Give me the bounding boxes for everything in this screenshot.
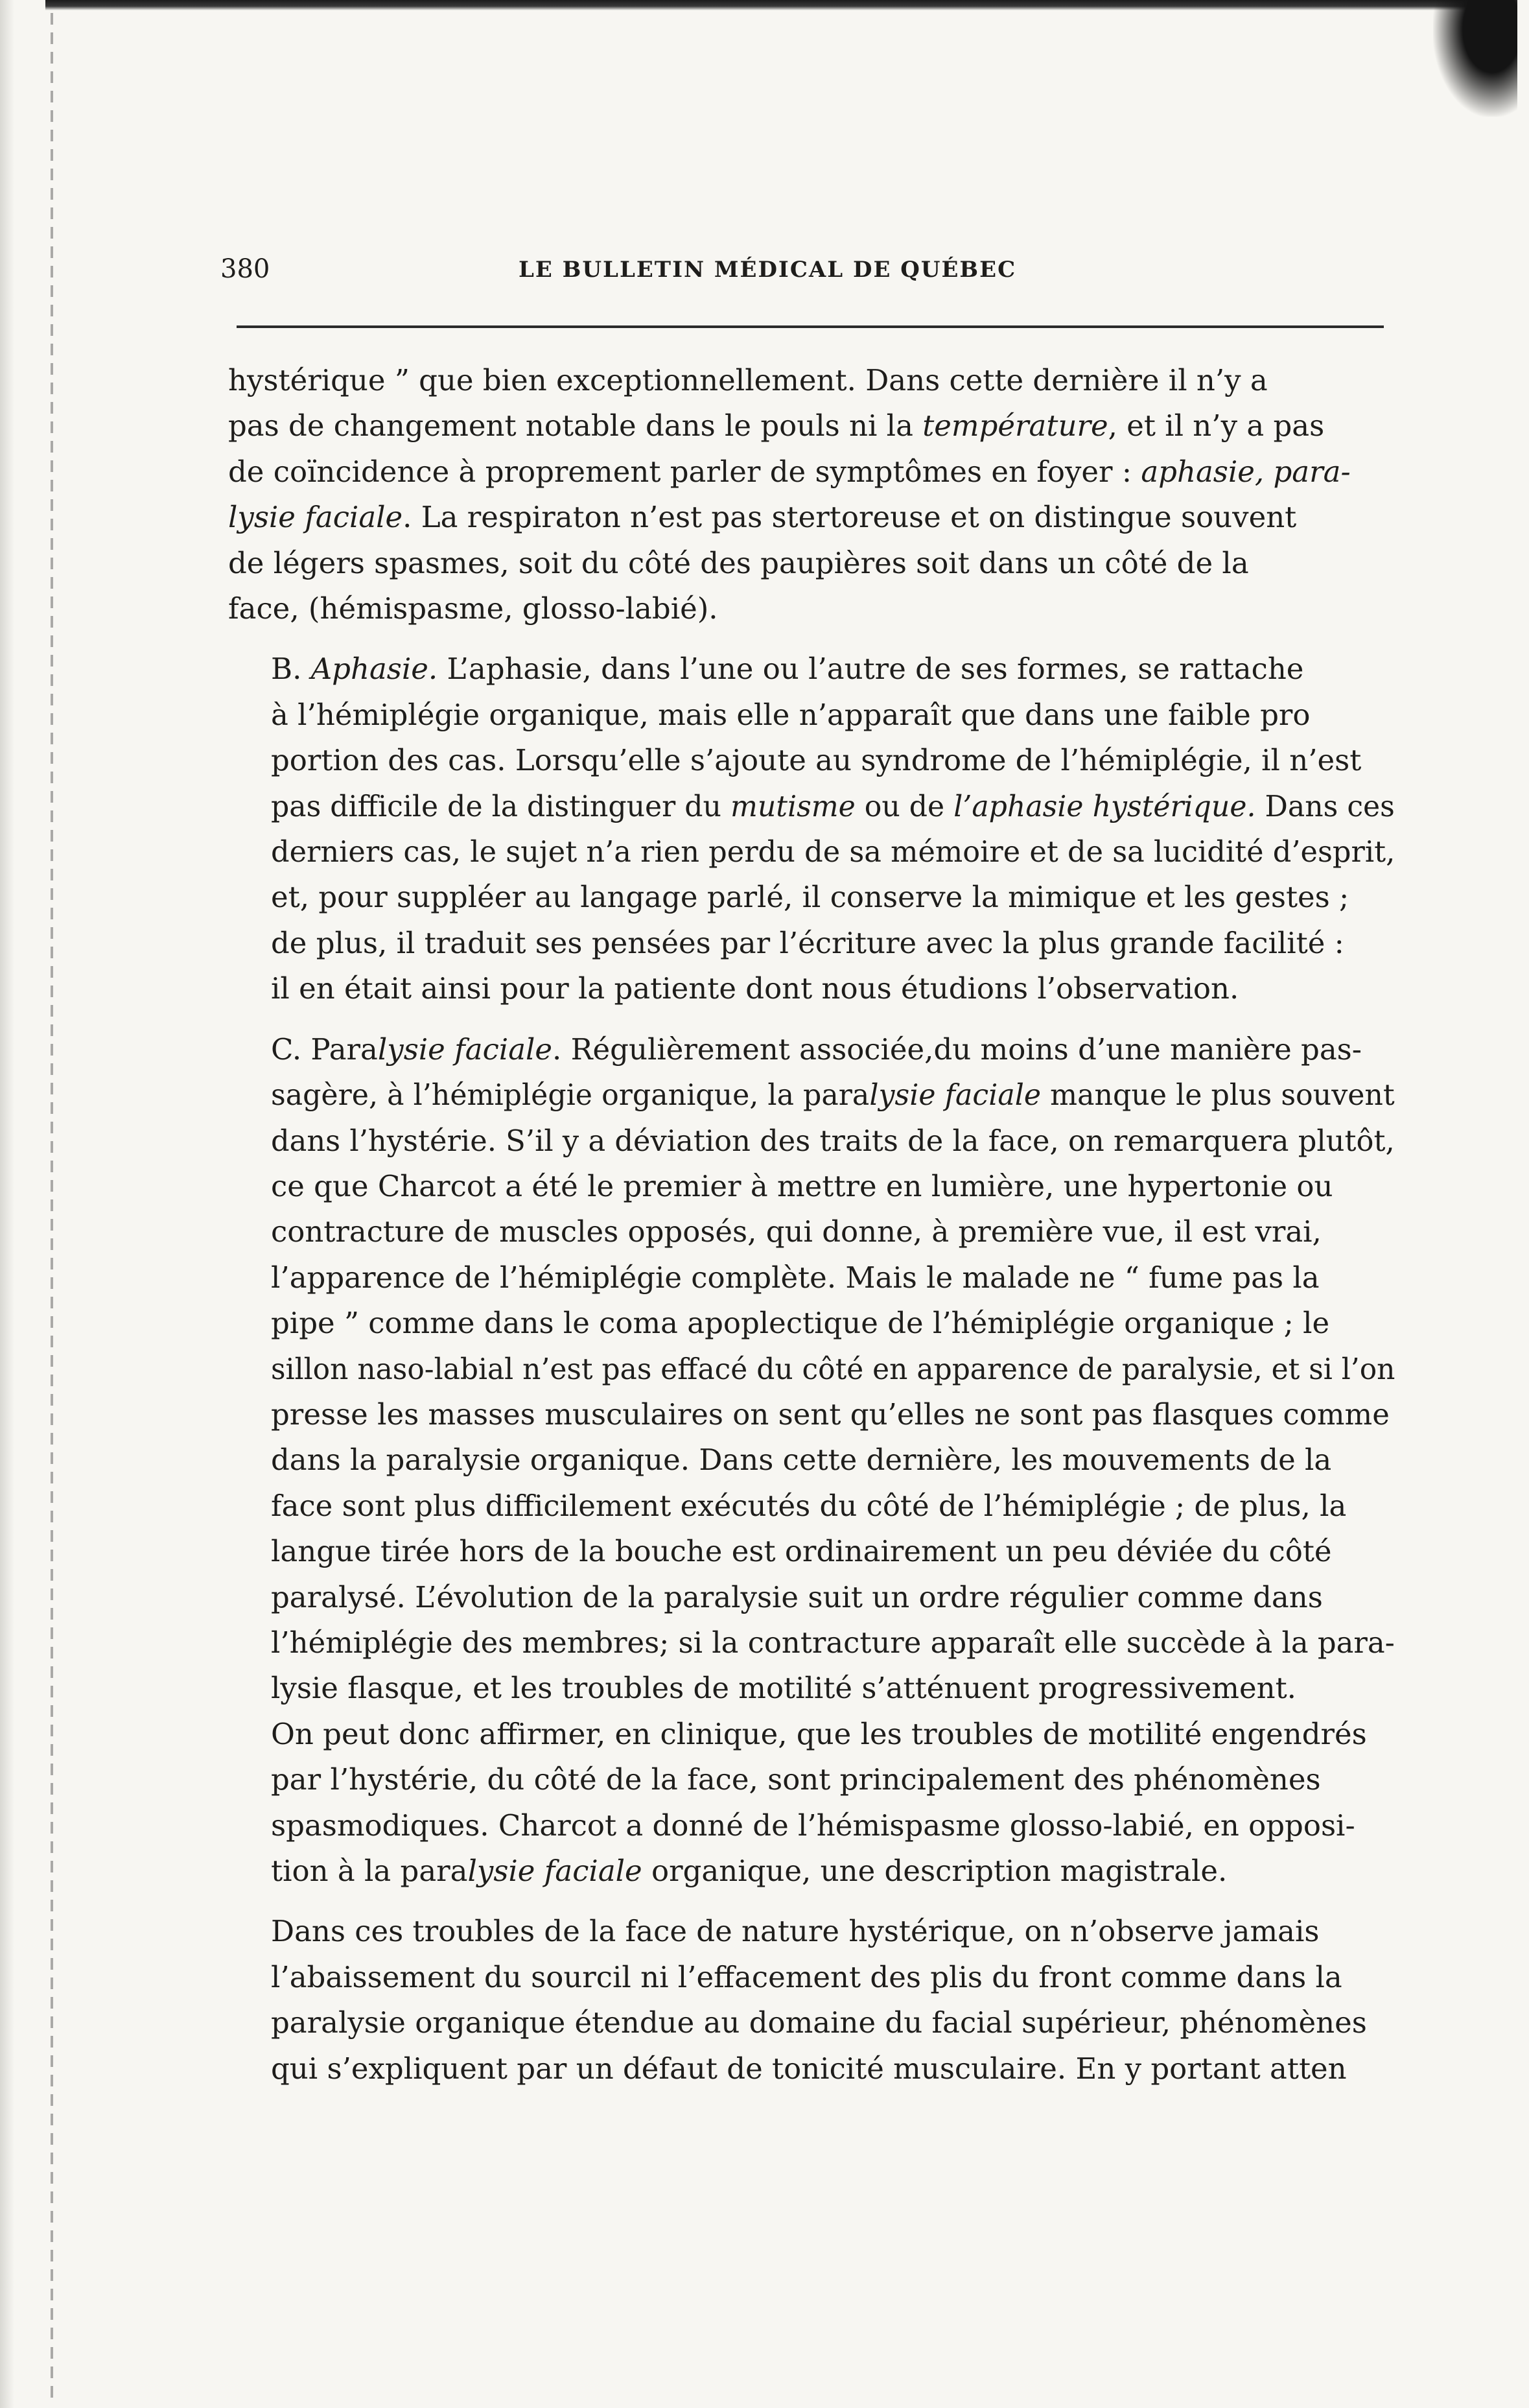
text-line: Dans ces troubles de la face de nature hystérique, on n’observe jamais: [271, 1914, 1320, 1949]
text-line: face, (hémispasme, glosso-labié).: [228, 591, 718, 626]
text-line: pas de changement notable dans le pouls ni la température, et il n’y a pas: [228, 408, 1325, 443]
text-line: derniers cas, le sujet n’a rien perdu de sa mémoire et de sa lucidité d’esprit,: [271, 834, 1395, 869]
text-line: et, pour suppléer au langage parlé, il conserve la mimique et les gestes ;: [271, 880, 1349, 915]
text-line: tion à la paralysie faciale organique, une description magistrale.: [271, 1854, 1228, 1888]
body-text: [228, 358, 1395, 2092]
text-line: hystérique ” que bien exceptionnellement. Dans cette dernière il n’y a: [228, 363, 1268, 397]
text-line: dans la paralysie organique. Dans cette dernière, les mouvements de la: [271, 1443, 1332, 1478]
paragraph-4: [228, 1909, 1395, 2092]
text-line: à l’hémiplégie organique, mais elle n’apparaît que dans une faible pro: [271, 697, 1311, 732]
text-line: C. Paralysie faciale. Régulièrement associée,du moins d’une manière pas-: [271, 1032, 1362, 1067]
text-line: de plus, il traduit ses pensées par l’écriture avec la plus grande facilité :: [271, 925, 1344, 960]
text-line: lysie faciale. La respiraton n’est pas stertoreuse et on distingue souvent: [228, 500, 1297, 535]
text-line: contracture de muscles opposés, qui donne, à première vue, il est vrai,: [271, 1214, 1322, 1249]
header-divider: [237, 325, 1384, 328]
scan-top-edge: [45, 0, 1510, 10]
running-title: LE BULLETIN MÉDICAL DE QUÉBEC: [519, 257, 1017, 283]
text-line: par l’hystérie, du côté de la face, sont principalement des phénomènes: [271, 1762, 1321, 1797]
text-line: B. Aphasie. L’aphasie, dans l’une ou l’autre de ses formes, se rattache: [271, 652, 1304, 687]
paragraph-aphasie: [228, 646, 1395, 1011]
text-line: l’abaissement du sourcil ni l’effacement des plis du front comme dans la: [271, 1959, 1342, 1994]
text-line: il en était ainsi pour la patiente dont nous étudions l’observation.: [271, 971, 1239, 1006]
paragraph-paralysie-faciale: [228, 1027, 1395, 1895]
text-line: presse les masses musculaires on sent qu’elles ne sont pas flasques comme: [271, 1397, 1390, 1432]
text-line: pipe ” comme dans le coma apoplectique de l’hémiplégie organique ; le: [271, 1306, 1330, 1341]
scan-ink-blot: [1433, 0, 1517, 117]
text-line: sillon naso-labial n’est pas effacé du côté en apparence de paralysie, et si l’on: [271, 1351, 1395, 1386]
text-line: spasmodiques. Charcot a donné de l’hémispasme glosso-labié, en opposi-: [271, 1808, 1355, 1843]
page-number: 380: [220, 254, 270, 284]
text-line: langue tirée hors de la bouche est ordinairement un peu déviée du côté: [271, 1534, 1332, 1569]
text-line: paralysie organique étendue au domaine du facial supérieur, phénomènes: [271, 2005, 1367, 2040]
text-line: On peut donc affirmer, en clinique, que les troubles de motilité engendrés: [271, 1716, 1367, 1751]
text-line: ce que Charcot a été le premier à mettre en lumière, une hypertonie ou: [271, 1168, 1333, 1203]
scan-binding-shadow: [51, 13, 53, 2405]
text-line: de légers spasmes, soit du côté des paupières soit dans un côté de la: [228, 545, 1249, 580]
text-line: paralysé. L’évolution de la paralysie suit un ordre régulier comme dans: [271, 1579, 1323, 1614]
text-line: qui s’expliquent par un défaut de tonicité musculaire. En y portant atten: [271, 2051, 1347, 2086]
text-line: pas difficile de la distinguer du mutisme ou de l’aphasie hystérique. Dans ces: [271, 788, 1395, 823]
page-header: [220, 254, 1387, 293]
paragraph-1: [228, 358, 1395, 632]
text-line: sagère, à l’hémiplégie organique, la paralysie faciale manque le plus souvent: [271, 1078, 1395, 1113]
text-line: lysie flasque, et les troubles de motilité s’atténuent progressivement.: [271, 1671, 1296, 1706]
text-line: de coïncidence à proprement parler de symptômes en foyer : aphasie, para-: [228, 454, 1351, 489]
text-line: dans l’hystérie. S’il y a déviation des traits de la face, on remarquera plutôt,: [271, 1123, 1395, 1158]
text-line: l’hémiplégie des membres; si la contracture apparaît elle succède à la para-: [271, 1625, 1395, 1660]
text-line: face sont plus difficilement exécutés du côté de l’hémiplégie ; de plus, la: [271, 1488, 1347, 1523]
text-line: l’apparence de l’hémiplégie complète. Mais le malade ne “ fume pas la: [271, 1260, 1320, 1295]
scan-left-edge: [0, 0, 14, 2408]
text-line: portion des cas. Lorsqu’elle s’ajoute au syndrome de l’hémiplégie, il n’est: [271, 743, 1362, 778]
